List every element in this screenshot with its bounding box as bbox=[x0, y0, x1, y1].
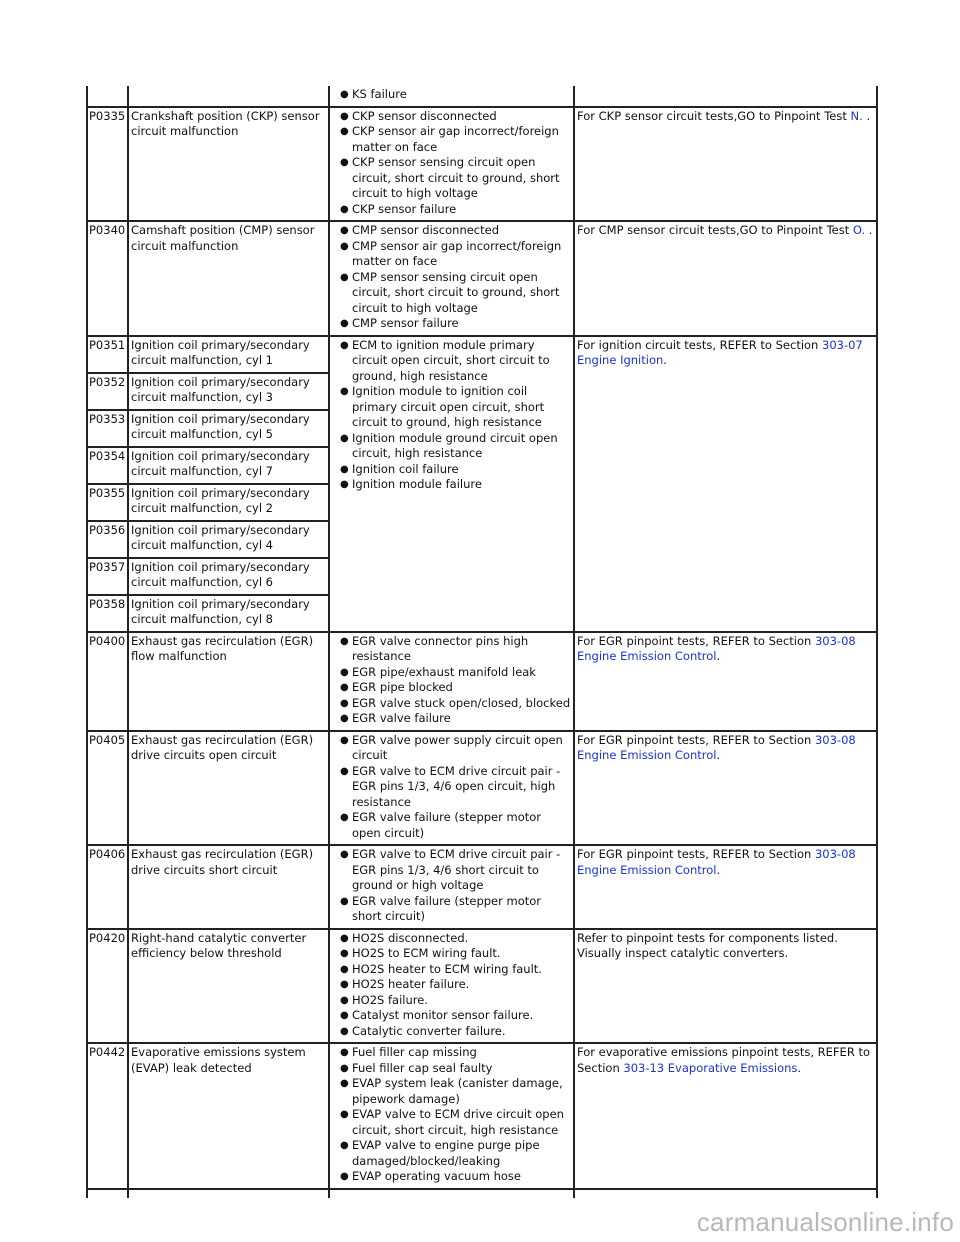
causes-cell bbox=[329, 336, 574, 632]
section-link[interactable]: 303-08 Engine Emission Control bbox=[577, 732, 856, 762]
cause-item bbox=[332, 733, 571, 764]
bullet-icon: ● bbox=[340, 979, 349, 990]
dtc-description: Right-hand catalytic converter efficiency below threshold bbox=[128, 929, 329, 1044]
action-text: For EGR pinpoint tests, REFER to Section bbox=[577, 847, 815, 861]
cause-text: Catalytic converter failure. bbox=[352, 1023, 506, 1038]
table-row bbox=[87, 107, 877, 222]
cause-text: HO2S to ECM wiring fault. bbox=[352, 946, 501, 960]
action-suffix: . bbox=[865, 223, 873, 237]
cause-text: ECM to ignition module primary circuit open circuit, short circuit to ground, high resistance bbox=[352, 337, 550, 383]
cause-text: EGR valve power supply circuit open circuit bbox=[352, 732, 563, 762]
cause-text: CMP sensor failure bbox=[352, 316, 459, 330]
action-cell bbox=[574, 845, 877, 929]
bullet-icon: ● bbox=[340, 1025, 349, 1037]
dtc-table-page bbox=[86, 86, 876, 1198]
cause-item bbox=[332, 977, 571, 993]
cause-item bbox=[332, 894, 571, 925]
watermark: carmanualsonline.info bbox=[696, 1207, 954, 1237]
dtc-code: P0353 bbox=[87, 410, 128, 447]
cause-item bbox=[332, 384, 571, 431]
bullet-icon: ● bbox=[340, 713, 349, 724]
table-row bbox=[87, 929, 877, 1044]
action-suffix: . bbox=[862, 108, 871, 123]
bullet-icon: ● bbox=[340, 386, 349, 397]
bullet-icon: ● bbox=[340, 849, 349, 860]
cause-text: CMP sensor disconnected bbox=[352, 223, 500, 237]
dtc-table bbox=[86, 86, 878, 1198]
table-row bbox=[87, 336, 877, 373]
dtc-description: Ignition coil primary/secondary circuit malfunction, cyl 4 bbox=[128, 521, 329, 558]
bullet-icon: ● bbox=[340, 682, 349, 693]
bullet-icon: ● bbox=[340, 157, 349, 168]
cause-item bbox=[332, 764, 571, 811]
dtc-code: P0354 bbox=[87, 447, 128, 484]
dtc-description: Ignition coil primary/secondary circuit malfunction, cyl 3 bbox=[128, 373, 329, 410]
cause-text: EVAP valve to ECM drive circuit open circuit, short circuit, high resistance bbox=[352, 1107, 564, 1137]
causes-list bbox=[332, 634, 571, 727]
bullet-icon: ● bbox=[340, 963, 349, 975]
cause-text: Fuel filler cap missing bbox=[352, 1045, 477, 1059]
causes-cell bbox=[329, 632, 574, 731]
causes-list bbox=[332, 338, 571, 493]
tail-cell bbox=[329, 1189, 574, 1198]
action-cell bbox=[574, 221, 877, 336]
cause-item bbox=[332, 1138, 571, 1169]
dtc-code: P0442 bbox=[87, 1043, 128, 1189]
cause-text: Ignition coil failure bbox=[352, 461, 459, 476]
table-row bbox=[87, 1043, 877, 1189]
bullet-icon: ● bbox=[340, 1171, 349, 1182]
action-cell bbox=[574, 107, 877, 222]
bullet-icon: ● bbox=[340, 203, 349, 215]
causes-cell bbox=[329, 731, 574, 846]
bullet-icon: ● bbox=[340, 948, 349, 959]
cause-item bbox=[332, 338, 571, 385]
action-cell bbox=[574, 632, 877, 731]
cause-item bbox=[332, 223, 571, 239]
dtc-description: Ignition coil primary/secondary circuit malfunction, cyl 6 bbox=[128, 558, 329, 595]
action-cell bbox=[574, 929, 877, 1044]
bullet-icon: ● bbox=[340, 1062, 349, 1074]
action-cell bbox=[574, 1043, 877, 1189]
action-suffix: . bbox=[716, 748, 721, 762]
cause-item bbox=[332, 477, 571, 493]
causes-list bbox=[332, 1045, 571, 1185]
bullet-icon: ● bbox=[340, 463, 349, 475]
cause-item bbox=[332, 109, 571, 125]
cause-text: EVAP valve to engine purge pipe damaged/blocked/leaking bbox=[352, 1138, 540, 1168]
cause-item bbox=[332, 1024, 571, 1040]
section-link[interactable]: 303-13 Evaporative Emissions bbox=[623, 1060, 798, 1075]
bullet-icon: ● bbox=[340, 932, 349, 944]
bullet-icon: ● bbox=[340, 765, 349, 777]
action-text: For ignition circuit tests, REFER to Section bbox=[577, 337, 823, 352]
dtc-description: Exhaust gas recirculation (EGR) flow malfunction bbox=[128, 632, 329, 731]
dtc-description: Exhaust gas recirculation (EGR) drive circuits short circuit bbox=[128, 845, 329, 929]
bullet-icon: ● bbox=[340, 994, 349, 1006]
cause-text: HO2S failure. bbox=[352, 992, 428, 1007]
cause-item bbox=[332, 462, 571, 478]
cause-text: KS failure bbox=[352, 87, 407, 101]
cause-text: EGR pipe blocked bbox=[352, 680, 453, 694]
cause-text: HO2S heater to ECM wiring fault. bbox=[352, 961, 542, 976]
cause-text: Fuel filler cap seal faulty bbox=[352, 1060, 493, 1075]
dtc-description: Ignition coil primary/secondary circuit malfunction, cyl 1 bbox=[128, 336, 329, 373]
causes-list bbox=[332, 733, 571, 842]
section-link[interactable]: O. bbox=[852, 223, 866, 237]
bullet-icon: ● bbox=[340, 225, 349, 236]
cause-item bbox=[332, 316, 571, 332]
bullet-icon: ● bbox=[340, 479, 349, 490]
dtc-code: P0358 bbox=[87, 595, 128, 632]
bullet-icon: ● bbox=[340, 318, 349, 329]
cause-text: Ignition module to ignition coil primary circuit open circuit, short circuit to ground, high resistance bbox=[352, 384, 545, 429]
cause-text: Ignition module ground circuit open circuit, high resistance bbox=[352, 430, 558, 460]
dtc-description: Ignition coil primary/secondary circuit malfunction, cyl 7 bbox=[128, 447, 329, 484]
cause-text: EGR valve to ECM drive circuit pair - EGR pins 1/3, 4/6 open circuit, high resistance bbox=[352, 763, 561, 809]
dtc-description: Crankshaft position (CKP) sensor circuit malfunction bbox=[128, 107, 329, 222]
bullet-icon: ● bbox=[340, 126, 349, 137]
cause-text: CKP sensor sensing circuit open circuit, short circuit to ground, short circuit to high voltage bbox=[352, 155, 560, 200]
cause-text: CMP sensor sensing circuit open circuit, short circuit to ground, short circuit to high voltage bbox=[352, 269, 560, 315]
dtc-code: P0352 bbox=[87, 373, 128, 410]
bullet-icon: ● bbox=[340, 697, 349, 709]
cause-item bbox=[332, 962, 571, 978]
dtc-code: P0351 bbox=[87, 336, 128, 373]
cause-text: Catalyst monitor sensor failure. bbox=[352, 1008, 534, 1022]
causes-list bbox=[332, 847, 571, 925]
action-text: For EGR pinpoint tests, REFER to Section bbox=[577, 633, 815, 648]
action-suffix: . bbox=[716, 649, 721, 663]
causes-cell bbox=[329, 86, 574, 107]
cause-text: Ignition module failure bbox=[352, 477, 482, 491]
cause-item bbox=[332, 431, 571, 462]
causes-cell bbox=[329, 1043, 574, 1189]
cause-text: CKP sensor air gap incorrect/foreign matter on face bbox=[352, 124, 559, 154]
bullet-icon: ● bbox=[340, 110, 349, 122]
action-text: For CKP sensor circuit tests,GO to Pinpoint Test bbox=[577, 108, 851, 123]
dtc-description: Ignition coil primary/secondary circuit malfunction, cyl 2 bbox=[128, 484, 329, 521]
cause-item bbox=[332, 155, 571, 202]
action-text: For evaporative emissions pinpoint tests, REFER to Section bbox=[577, 1045, 871, 1075]
cause-item bbox=[332, 87, 571, 103]
action-cell bbox=[574, 731, 877, 846]
cause-item bbox=[332, 665, 571, 681]
dtc-description: Ignition coil primary/secondary circuit malfunction, cyl 8 bbox=[128, 595, 329, 632]
dtc-code: P0355 bbox=[87, 484, 128, 521]
causes-cell bbox=[329, 107, 574, 222]
cause-item bbox=[332, 239, 571, 270]
cause-item bbox=[332, 993, 571, 1009]
table-row bbox=[87, 632, 877, 731]
bullet-icon: ● bbox=[340, 734, 349, 746]
table-row bbox=[87, 731, 877, 846]
action-suffix: . bbox=[716, 862, 721, 877]
dtc-table-body bbox=[87, 86, 877, 1198]
cause-item bbox=[332, 1076, 571, 1107]
action-text: Refer to pinpoint tests for components listed. Visually inspect catalytic converters. bbox=[577, 930, 838, 960]
action-suffix: . bbox=[663, 353, 667, 367]
table-row bbox=[87, 221, 877, 336]
bullet-icon: ● bbox=[340, 895, 349, 907]
bullet-icon: ● bbox=[340, 1140, 349, 1151]
cause-item bbox=[332, 931, 571, 947]
cause-text: HO2S heater failure. bbox=[352, 977, 470, 991]
cause-text: CMP sensor air gap incorrect/foreign matter on face bbox=[352, 238, 562, 268]
causes-list bbox=[332, 931, 571, 1040]
bullet-icon: ● bbox=[340, 432, 349, 444]
dtc-description: Exhaust gas recirculation (EGR) drive circuits open circuit bbox=[128, 731, 329, 846]
dtc-code: P0356 bbox=[87, 521, 128, 558]
section-link[interactable]: 303-08 Engine Emission Control bbox=[577, 633, 856, 663]
cause-item bbox=[332, 270, 571, 317]
causes-list bbox=[332, 109, 571, 218]
cause-item bbox=[332, 810, 571, 841]
cause-text: EGR valve failure (stepper motor short circuit) bbox=[352, 893, 542, 923]
dtc-code: P0335 bbox=[87, 107, 128, 222]
causes-cell bbox=[329, 845, 574, 929]
bullet-icon: ● bbox=[340, 240, 349, 252]
dtc-code: P0420 bbox=[87, 929, 128, 1044]
causes-cell bbox=[329, 221, 574, 336]
bullet-icon: ● bbox=[340, 1078, 349, 1089]
cause-item bbox=[332, 1045, 571, 1061]
cause-text: EGR valve connector pins high resistance bbox=[352, 633, 529, 663]
dtc-code: P0405 bbox=[87, 731, 128, 846]
dtc-description: Camshaft position (CMP) sensor circuit malfunction bbox=[128, 221, 329, 336]
cause-item bbox=[332, 202, 571, 218]
bullet-icon: ● bbox=[340, 812, 349, 823]
cause-item bbox=[332, 946, 571, 962]
bullet-icon: ● bbox=[340, 1047, 349, 1058]
bullet-icon: ● bbox=[340, 339, 349, 351]
table-row bbox=[87, 845, 877, 929]
causes-list bbox=[332, 87, 571, 103]
dtc-code: P0400 bbox=[87, 632, 128, 731]
cause-text: CKP sensor disconnected bbox=[352, 108, 497, 123]
code-cell bbox=[87, 86, 128, 107]
cause-text: EGR valve stuck open/closed, blocked bbox=[352, 695, 571, 710]
cause-item bbox=[332, 1169, 571, 1185]
bullet-icon: ● bbox=[340, 1109, 349, 1120]
cause-text: HO2S disconnected. bbox=[352, 930, 469, 945]
cause-text: EVAP operating vacuum hose bbox=[352, 1169, 521, 1183]
cause-item bbox=[332, 1107, 571, 1138]
cause-item bbox=[332, 711, 571, 727]
causes-cell bbox=[329, 929, 574, 1044]
cause-item bbox=[332, 680, 571, 696]
bullet-icon: ● bbox=[340, 1010, 349, 1021]
bullet-icon: ● bbox=[340, 89, 349, 100]
action-text: For EGR pinpoint tests, REFER to Section bbox=[577, 732, 815, 747]
bullet-icon: ● bbox=[340, 271, 349, 283]
cause-item bbox=[332, 634, 571, 665]
section-link[interactable]: N. bbox=[850, 108, 863, 123]
action-text: For CMP sensor circuit tests,GO to Pinpoint Test bbox=[577, 223, 853, 237]
cause-text: EGR valve failure (stepper motor open circuit) bbox=[352, 810, 542, 840]
tail-cell bbox=[128, 1189, 329, 1198]
bullet-icon: ● bbox=[340, 635, 349, 647]
table-row-continued bbox=[87, 86, 877, 107]
dtc-code: P0406 bbox=[87, 845, 128, 929]
section-link[interactable]: 303-07 Engine Ignition bbox=[577, 337, 863, 367]
action-cell bbox=[574, 336, 877, 632]
cause-text: EGR valve failure bbox=[352, 711, 451, 725]
bullet-icon: ● bbox=[340, 666, 349, 678]
cause-text: EVAP system leak (canister damage, pipework damage) bbox=[352, 1076, 563, 1106]
cause-item bbox=[332, 1008, 571, 1024]
cause-text: EGR pipe/exhaust manifold leak bbox=[352, 664, 536, 679]
cause-item bbox=[332, 1061, 571, 1077]
section-link[interactable]: 303-08 Engine Emission Control bbox=[577, 847, 856, 877]
dtc-code: P0340 bbox=[87, 221, 128, 336]
cause-item bbox=[332, 124, 571, 155]
tail-cell bbox=[574, 1189, 877, 1198]
action-suffix: . bbox=[797, 1060, 802, 1075]
dtc-description: Evaporative emissions system (EVAP) leak detected bbox=[128, 1043, 329, 1189]
causes-list bbox=[332, 223, 571, 332]
dtc-description: Ignition coil primary/secondary circuit malfunction, cyl 5 bbox=[128, 410, 329, 447]
table-row-tail bbox=[87, 1189, 877, 1198]
cause-text: EGR valve to ECM drive circuit pair - EGR pins 1/3, 4/6 short circuit to ground or high voltage bbox=[352, 847, 561, 892]
cause-item bbox=[332, 696, 571, 712]
cause-item bbox=[332, 847, 571, 894]
cause-text: CKP sensor failure bbox=[352, 201, 457, 216]
dtc-code: P0357 bbox=[87, 558, 128, 595]
description-cell bbox=[128, 86, 329, 107]
action-cell bbox=[574, 86, 877, 107]
tail-cell bbox=[87, 1189, 128, 1198]
